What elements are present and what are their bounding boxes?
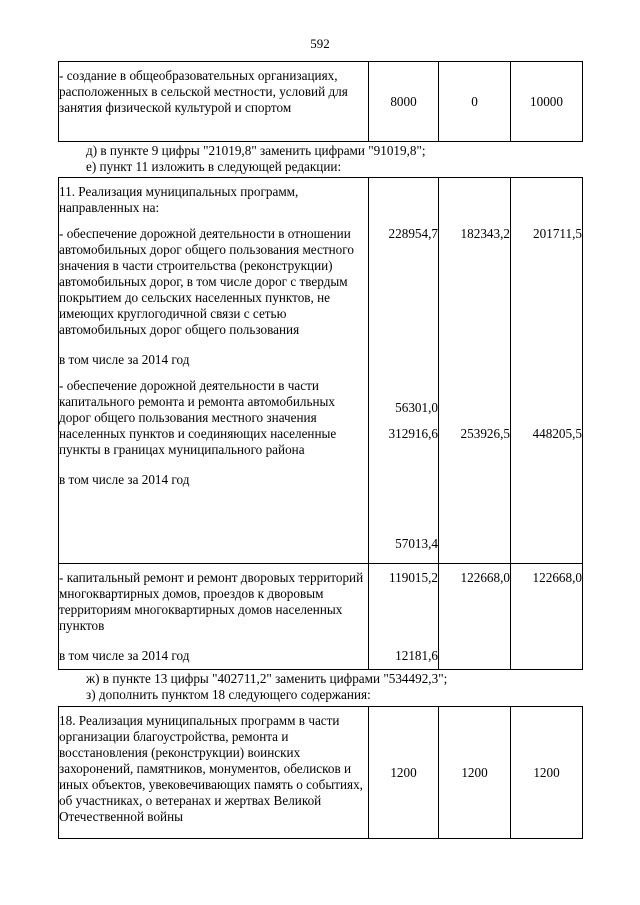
item-1-value-3: 201711,5 bbox=[533, 226, 582, 241]
paragraph-zh: ж) в пункте 13 цифры "402711,2" заменить цифрами "534492,3"; bbox=[86, 671, 448, 686]
item-3-sub-value: 12181,6 bbox=[395, 648, 438, 663]
item-3-value-2: 122668,0 bbox=[460, 570, 510, 585]
value-column-3 bbox=[511, 564, 583, 670]
item-1-value-1: 228954,7 bbox=[388, 226, 438, 241]
value-cell-2: 0 bbox=[439, 62, 511, 142]
item-3-text: - капитальный ремонт и ремонт дворовых территорий многоквартирных домов, проездов к дворовым территориям многоквартирных домов населенных пунктов bbox=[59, 570, 364, 633]
row-description: 18. Реализация муниципальных программ в части организации благоустройства, ремонта и восстановления (реконструкции) воинских захоронений, памятников, монументов, обелисков и иных объектов, увековечивающих память о событиях, об участниках, о ветеранах и жертвах Великой Отечественной войны bbox=[59, 707, 369, 839]
table-row bbox=[59, 707, 583, 839]
value-column-1 bbox=[369, 564, 439, 670]
item-3-value-3: 122668,0 bbox=[532, 570, 582, 585]
item-1-sub-label: в том числе за 2014 год bbox=[59, 352, 190, 367]
table-row bbox=[59, 178, 583, 564]
value-cell-1: 1200 bbox=[369, 707, 439, 839]
table-row bbox=[59, 564, 583, 670]
item-2-text: - обеспечение дорожной деятельности в части капитального ремонта и ремонта автомобильных дорог общего пользования местного значения населенных пунктов и соединяющих населенные пункты в границах муниципального района bbox=[59, 378, 337, 457]
table-row bbox=[59, 62, 583, 142]
section-heading: 11. Реализация муниципальных программ, направленных на: bbox=[59, 184, 299, 215]
item-1-sub-value: 56301,0 bbox=[395, 400, 438, 415]
item-2-value-2: 253926,5 bbox=[460, 426, 510, 441]
row-description: - создание в общеобразовательных организациях, расположенных в сельской местности, условий для занятия физической культурой и спортом bbox=[59, 62, 369, 142]
paragraph-d: д) в пункте 9 цифры "21019,8" заменить цифрами "91019,8"; bbox=[86, 143, 426, 158]
table-municipal-programs bbox=[58, 177, 583, 670]
item-2-sub-value: 57013,4 bbox=[395, 536, 438, 551]
item-2-value-1: 312916,6 bbox=[388, 426, 438, 441]
item-1-text: - обеспечение дорожной деятельности в отношении автомобильных дорог общего пользования местного значения в части строительства (реконструкции) автомобильных дорог, в том числе дорог с твердым покрытием до сельских населенных пунктов, не имеющих круглогодичной связи с сетью автомобильных дорог общего пользования bbox=[59, 226, 354, 337]
item-2-sub-label: в том числе за 2014 год bbox=[59, 472, 190, 487]
table-sport-conditions bbox=[58, 61, 583, 142]
value-cell-2: 1200 bbox=[439, 707, 511, 839]
value-column-3 bbox=[511, 178, 583, 564]
paragraph-e: е) пункт 11 изложить в следующей редакции: bbox=[86, 159, 342, 174]
row-description-block bbox=[59, 564, 369, 670]
value-cell-3: 1200 bbox=[511, 707, 583, 839]
page-number: 592 bbox=[310, 36, 330, 51]
value-cell-1: 8000 bbox=[369, 62, 439, 142]
item-2-value-3: 448205,5 bbox=[532, 426, 582, 441]
value-cell-3: 10000 bbox=[511, 62, 583, 142]
item-3-sub-label: в том числе за 2014 год bbox=[59, 648, 190, 663]
item-3-value-1: 119015,2 bbox=[389, 570, 438, 585]
paragraph-z: з) дополнить пунктом 18 следующего содержания: bbox=[86, 687, 371, 702]
item-1-value-2: 182343,2 bbox=[460, 226, 510, 241]
value-column-1 bbox=[369, 178, 439, 564]
row-description-block bbox=[59, 178, 369, 564]
table-war-memorials bbox=[58, 706, 583, 839]
value-column-2 bbox=[439, 178, 511, 564]
value-column-2 bbox=[439, 564, 511, 670]
